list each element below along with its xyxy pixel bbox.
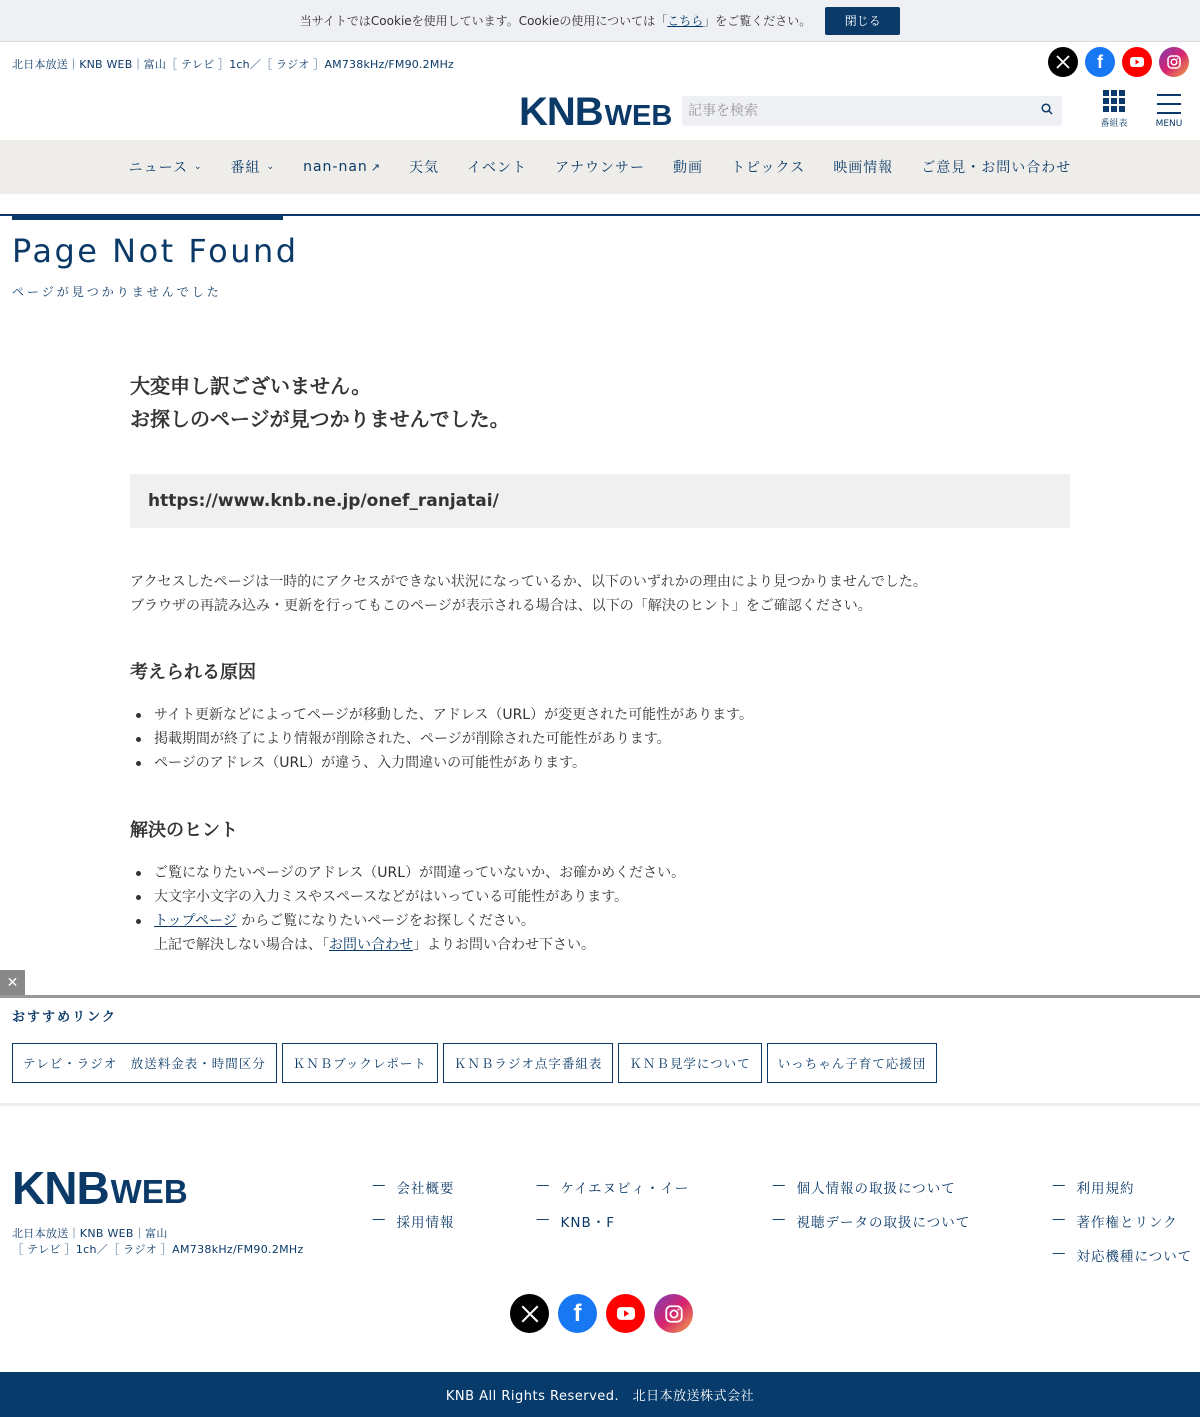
apology-line-2: お探しのページが見つかりませんでした。 — [130, 407, 510, 431]
hint-text: からご覧になりたいページをお探しください。 — [236, 913, 535, 929]
chevron-down-icon: ⌄ — [193, 162, 203, 172]
apology-line-1: 大変申し訳ございません。 — [130, 374, 372, 398]
recommend-link[interactable]: ＫＮＢラジオ点字番組表 — [443, 1043, 614, 1083]
footer-link[interactable]: — KNB・F — [536, 1211, 689, 1245]
menu-label: MENU — [1155, 119, 1183, 129]
instagram-icon[interactable] — [1159, 47, 1189, 77]
footer-col-1 — [372, 1177, 455, 1245]
nav-item-movies[interactable]: 映画情報 — [833, 160, 894, 176]
list-item: 大文字小文字の入力ミスやスペースなどがはいっている可能性があります。 — [130, 885, 1070, 909]
copyright: KNB All Rights Reserved. 北日本放送株式会社 — [0, 1372, 1200, 1417]
hint-text: 上記で解決しない場合は、「 — [154, 937, 329, 953]
nav-item-topics[interactable]: トピックス — [731, 160, 806, 176]
chevron-down-icon: ⌄ — [266, 162, 276, 172]
schedule-button[interactable] — [1089, 90, 1139, 134]
menu-button[interactable] — [1144, 90, 1194, 134]
recommend-link[interactable]: ＫＮＢ見学について — [618, 1043, 761, 1083]
cookie-banner — [0, 0, 1200, 42]
x-icon[interactable] — [1048, 47, 1078, 77]
footer-station-info — [12, 1226, 304, 1258]
footer-link[interactable]: — ケイエヌビィ・イー — [536, 1177, 689, 1211]
hint-text: 」よりお問い合わせ下さい。 — [413, 937, 595, 953]
nav-item-weather[interactable]: 天気 — [409, 160, 439, 176]
logo-knb: KNB — [519, 90, 603, 134]
close-icon[interactable]: ✕ — [0, 970, 25, 995]
footer-social-links — [510, 1294, 693, 1333]
footer-link[interactable]: — 利用規約 — [1052, 1177, 1192, 1211]
list-item — [130, 933, 1070, 957]
footer-divider — [0, 1103, 1200, 1106]
footer-link[interactable]: — 視聴データの取扱について — [772, 1211, 970, 1245]
list-item: 掲載期間が終了により情報が削除された、ページが削除された可能性があります。 — [130, 727, 1070, 751]
recommend-links — [12, 1043, 937, 1083]
description-line-2: ブラウザの再読み込み・更新を行ってもこのページが表示される場合は、以下の「解決のヒント」をご確認ください。 — [130, 598, 872, 614]
footer-link[interactable]: — 採用情報 — [372, 1211, 455, 1245]
instagram-icon[interactable] — [654, 1294, 693, 1333]
top-page-link[interactable]: トップページ — [154, 913, 237, 929]
global-nav — [0, 140, 1200, 194]
nav-item-programs[interactable] — [217, 157, 290, 177]
contact-link[interactable]: お問い合わせ — [329, 937, 413, 953]
list-item: ページのアドレス（URL）が違う、入力間違いの可能性があります。 — [130, 751, 1070, 775]
recommend-link[interactable]: いっちゃん子育て応援団 — [767, 1043, 938, 1083]
recommend-link[interactable]: テレビ・ラジオ 放送料金表・時間区分 — [12, 1043, 277, 1083]
page-title: Page Not Found — [12, 232, 299, 270]
nav-label: ニュース — [128, 160, 188, 176]
footer-link[interactable]: — 著作権とリンク — [1052, 1211, 1192, 1245]
causes-heading: 考えられる原因 — [130, 662, 256, 683]
youtube-icon[interactable] — [606, 1294, 645, 1333]
footer-logo[interactable] — [12, 1162, 188, 1214]
nav-item-news[interactable] — [115, 157, 217, 177]
cookie-text-after: 」をご覧ください。 — [703, 14, 812, 28]
requested-url: https://www.knb.ne.jp/onef_ranjatai/ — [130, 474, 1070, 528]
x-icon[interactable] — [510, 1294, 549, 1333]
footer-col-2 — [536, 1177, 689, 1245]
footer-link[interactable]: — 会社概要 — [372, 1177, 455, 1211]
facebook-icon[interactable]: f — [1085, 47, 1115, 77]
nav-label: 番組 — [230, 160, 261, 176]
page-subtitle: ページが見つかりませんでした — [12, 285, 222, 299]
footer-info-line: 北日本放送｜KNB WEB｜富山 — [12, 1227, 168, 1240]
causes-list — [130, 703, 1070, 775]
search-input[interactable] — [682, 96, 1032, 126]
list-item: ご覧になりたいページのアドレス（URL）が間違っていないか、お確かめください。 — [130, 861, 1070, 885]
title-accent — [12, 214, 283, 220]
list-item: サイト更新などによってページが移動した、アドレス（URL）が変更された可能性があります。 — [130, 703, 1070, 727]
footer-info-line: ［ テレビ ］1ch／［ ラジオ ］AM738kHz/FM90.2MHz — [12, 1243, 304, 1256]
facebook-icon[interactable]: f — [558, 1294, 597, 1333]
hints-list — [130, 861, 1070, 957]
cookie-text-before: 当サイトではCookieを使用しています。Cookieの使用については「 — [299, 14, 668, 28]
site-logo[interactable] — [519, 90, 672, 132]
schedule-grid-icon — [1103, 90, 1125, 112]
logo-web: WEB — [110, 1173, 188, 1210]
cookie-close-button[interactable]: 閉じる — [825, 7, 900, 35]
nav-item-contact[interactable]: ご意見・お問い合わせ — [921, 160, 1072, 176]
youtube-icon[interactable] — [1122, 47, 1152, 77]
station-info: 北日本放送｜KNB WEB｜富山［ テレビ ］1ch／［ ラジオ ］AM738kHz/FM90.2MHz — [12, 58, 455, 71]
recommend-link[interactable]: ＫＮＢブックレポート — [282, 1043, 438, 1083]
hints-heading: 解決のヒント — [130, 820, 238, 841]
description — [130, 570, 1070, 618]
schedule-label: 番組表 — [1100, 119, 1128, 129]
footer-col-4 — [1052, 1177, 1192, 1279]
header-social-links — [1048, 47, 1189, 77]
footer-col-3 — [772, 1177, 970, 1245]
recommend-divider — [0, 995, 1200, 998]
footer-link[interactable]: — 個人情報の取扱について — [772, 1177, 970, 1211]
nav-item-nan-nan[interactable] — [289, 159, 395, 175]
description-line-1: アクセスしたページは一時的にアクセスができない状況になっているか、以下のいずれかの理由により見つかりませんでした。 — [130, 574, 927, 590]
footer-link[interactable]: — 対応機種について — [1052, 1245, 1192, 1279]
nav-item-videos[interactable]: 動画 — [673, 160, 703, 176]
nav-item-announcers[interactable]: アナウンサー — [555, 160, 645, 176]
list-item — [130, 909, 1070, 933]
apology-heading — [130, 370, 1070, 436]
search-icon[interactable] — [1032, 103, 1062, 119]
cookie-policy-link[interactable]: こちら — [667, 14, 704, 28]
nav-label: nan-nan — [303, 159, 368, 175]
recommend-title: おすすめリンク — [12, 1010, 117, 1025]
hamburger-icon — [1157, 90, 1181, 114]
search-box — [682, 96, 1062, 126]
logo-knb: KNB — [12, 1162, 109, 1214]
logo-web: WEB — [604, 100, 673, 132]
nav-item-events[interactable]: イベント — [467, 160, 527, 176]
external-link-icon: ↗ — [370, 160, 381, 174]
